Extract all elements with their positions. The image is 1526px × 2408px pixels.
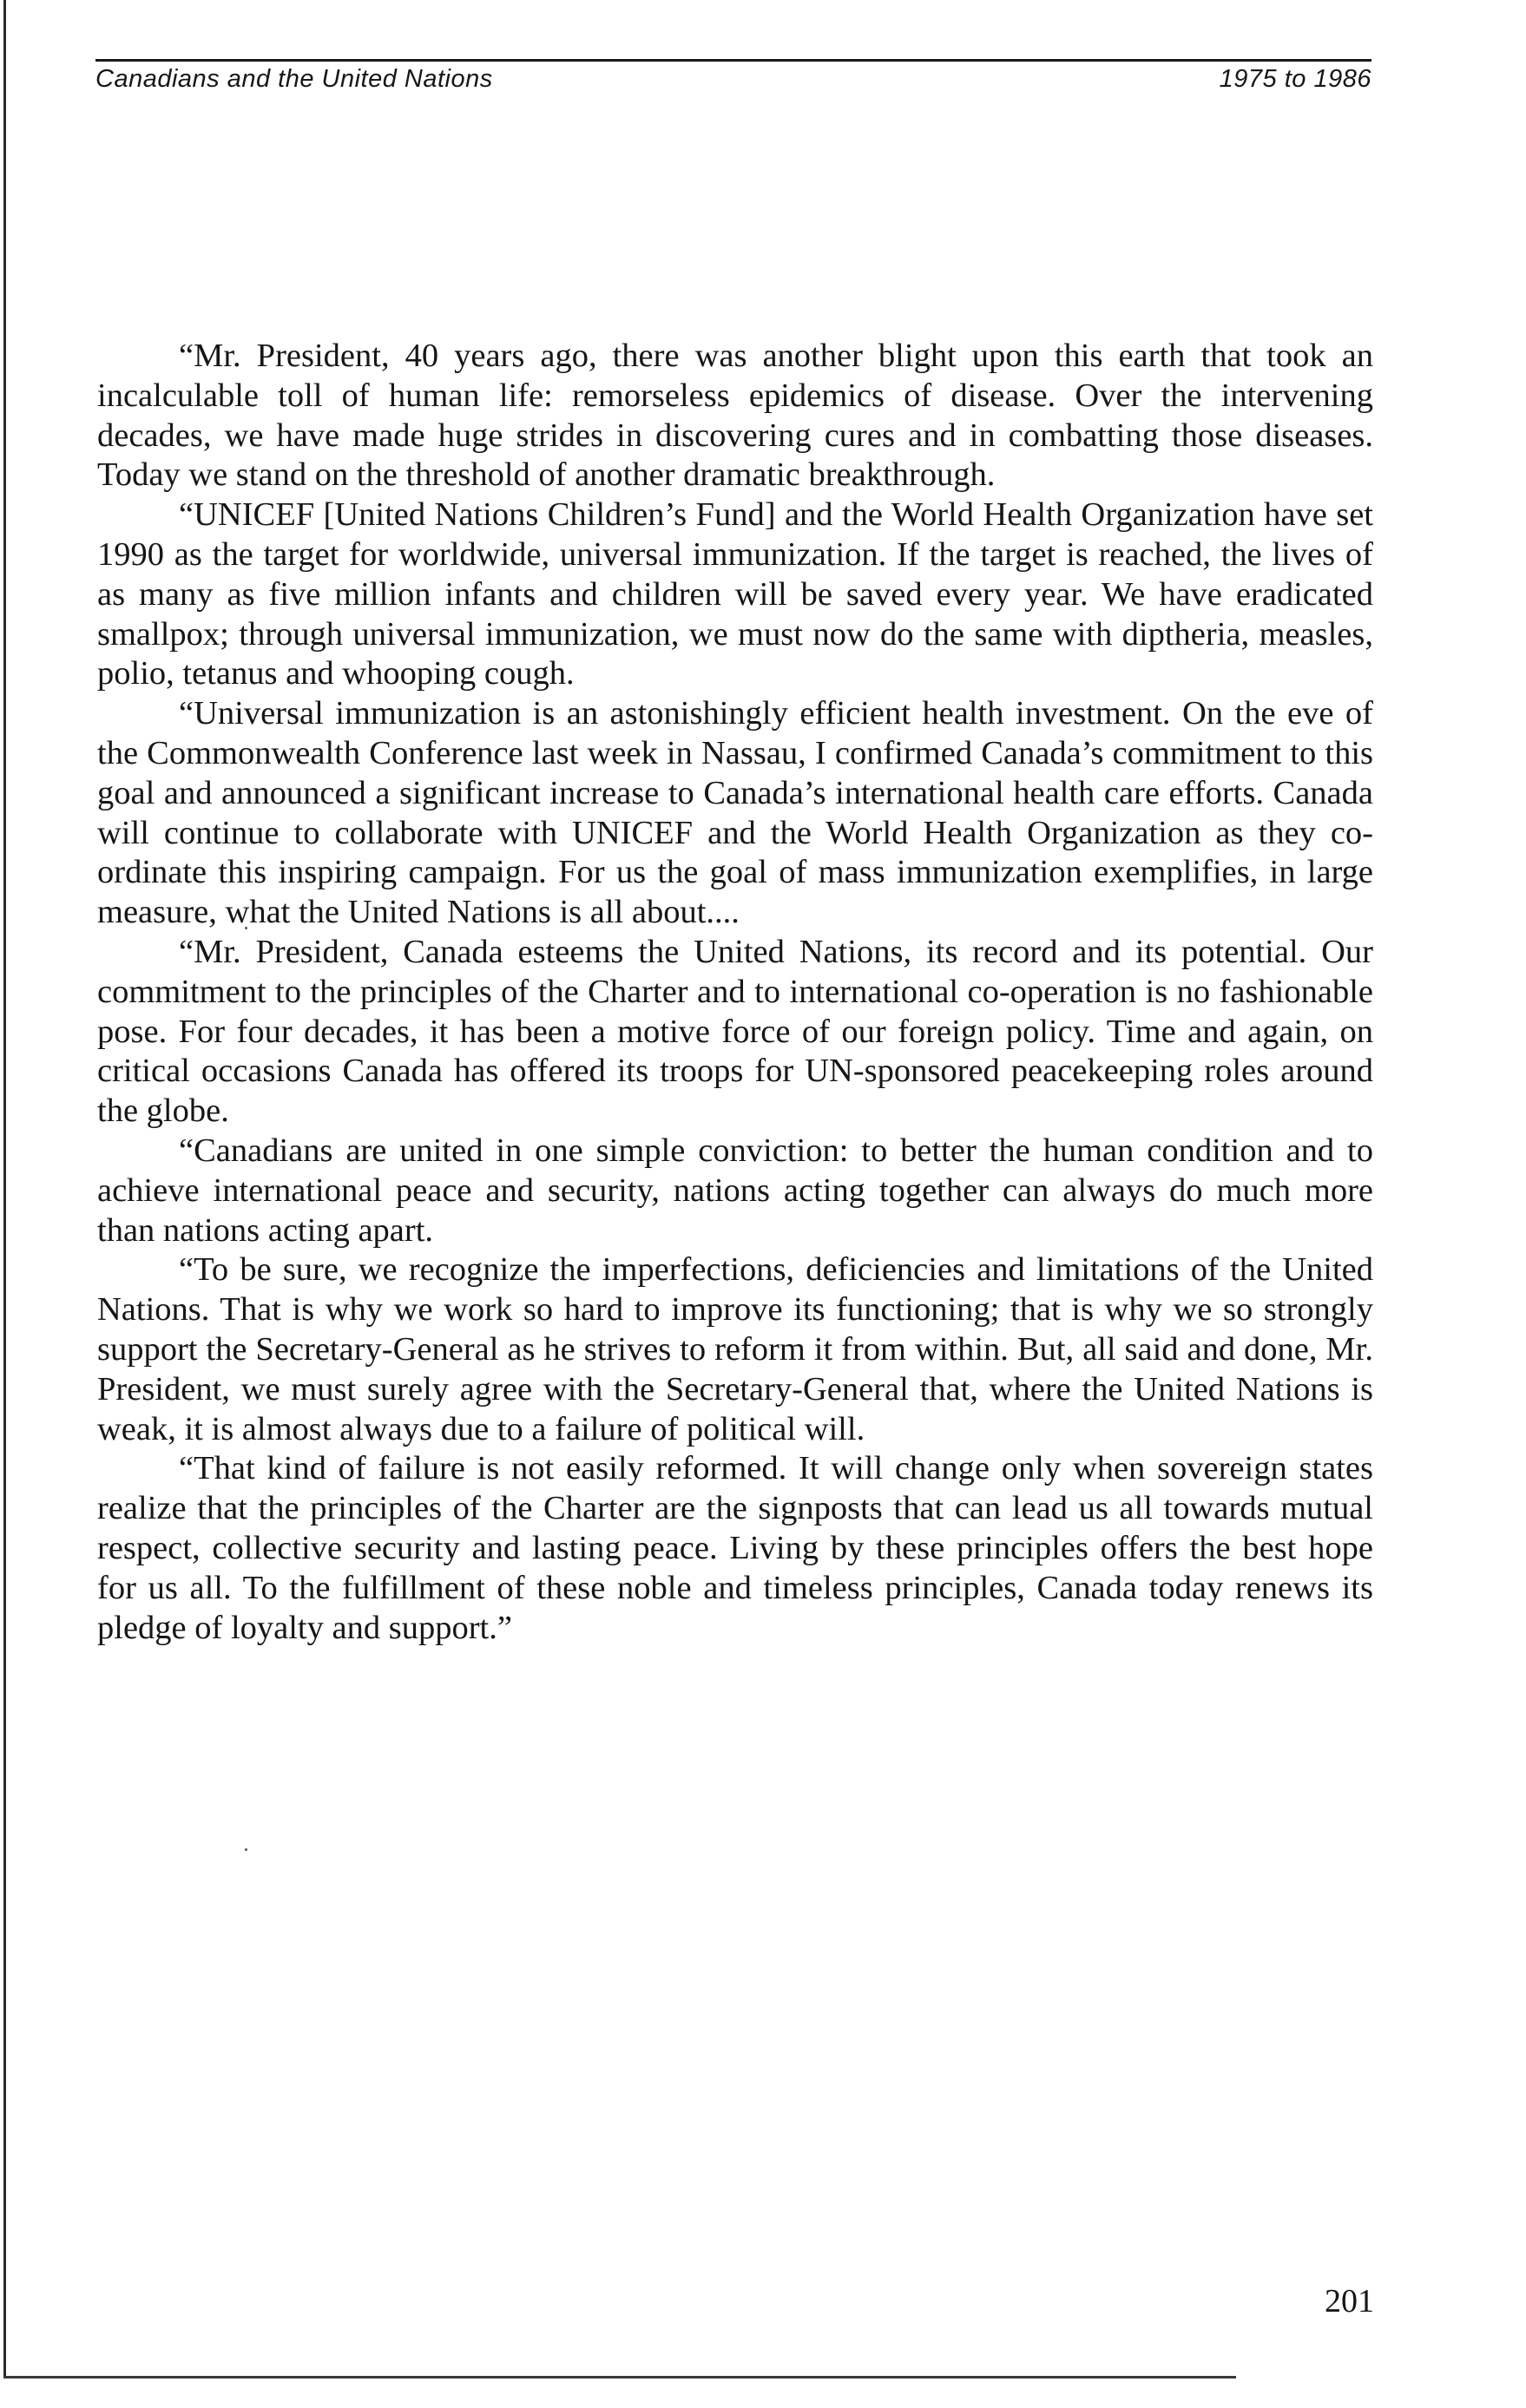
scan-edge-bottom bbox=[3, 2376, 1236, 2378]
scan-speck bbox=[245, 1848, 247, 1851]
paragraph: “Mr. President, Canada esteems the United Nations, its record and its potential. Our commitment to the principles of the Charter and to international co-operation is no fashionable pose. For four decades, it has been a motive force of our foreign policy. Time and again, on critical occasions Canada has offered its troops for UN-sponsored peacekeeping roles around the globe. bbox=[97, 933, 1373, 1130]
paragraph: “UNICEF [United Nations Children’s Fund] and the World Health Organization have set 1990 as the target for worldwide, universal immunization. If the target is reached, the lives of as many as five million infants and children will be saved every year. We have eradicated smallpox; through universal immunization, we must now do the same with diptheria, measles, polio, tetanus and whooping cough. bbox=[97, 496, 1373, 692]
paragraph: “To be sure, we recognize the imperfections, deficiencies and limitations of the United Nations. That is why we work so hard to improve its functioning; that is why we so strongly support the Secretary-General as he strives to reform it from within. But, all said and done, Mr. President, we must surely agree with the Secretary-General that, where the United Nations is weak, it is almost always due to a failure of political will. bbox=[97, 1251, 1373, 1447]
paragraph: “Canadians are united in one simple conviction: to better the human condition and to achieve international peace and security, nations acting together can always do much more than nations acting apart. bbox=[97, 1132, 1373, 1249]
paragraph: “That kind of failure is not easily reformed. It will change only when sovereign states realize that the principles of the Charter are the signposts that can lead us all towards mutual respect, collective security and lasting peace. Living by these principles offers the best hope for us all. To the fulfillment of these noble and timeless principles, Canada today renews its pledge of loyalty and support.” bbox=[97, 1450, 1373, 1646]
paragraph: “Mr. President, 40 years ago, there was another blight upon this earth that took an incalculable toll of human life: remorseless epidemics of disease. Over the intervening decades, we have made huge strides in discovering cures and in combatting those diseases. Today we stand on the threshold of another dramatic breakthrough. bbox=[97, 338, 1373, 494]
header-title: Canadians and the United Nations bbox=[95, 65, 493, 93]
speech-text bbox=[97, 337, 1373, 1648]
paragraph: “Universal immunization is an astonishingly efficient health investment. On the eve of the Commonwealth Conference last week in Nassau, I confirmed Canada’s commitment to this goal and announced a significant increase to Canada’s international health care efforts. Canada will continue to collaborate with UNICEF and the World Health Organization as they co-ordinate this inspiring campaign. For us the goal of mass immunization exemplifies, in large measure, what the United Nations is all about.... bbox=[97, 695, 1373, 931]
scan-edge-left bbox=[3, 0, 6, 2378]
header-period: 1975 to 1986 bbox=[1219, 65, 1371, 93]
running-header bbox=[95, 59, 1371, 98]
page-number: 201 bbox=[1325, 2283, 1374, 2319]
